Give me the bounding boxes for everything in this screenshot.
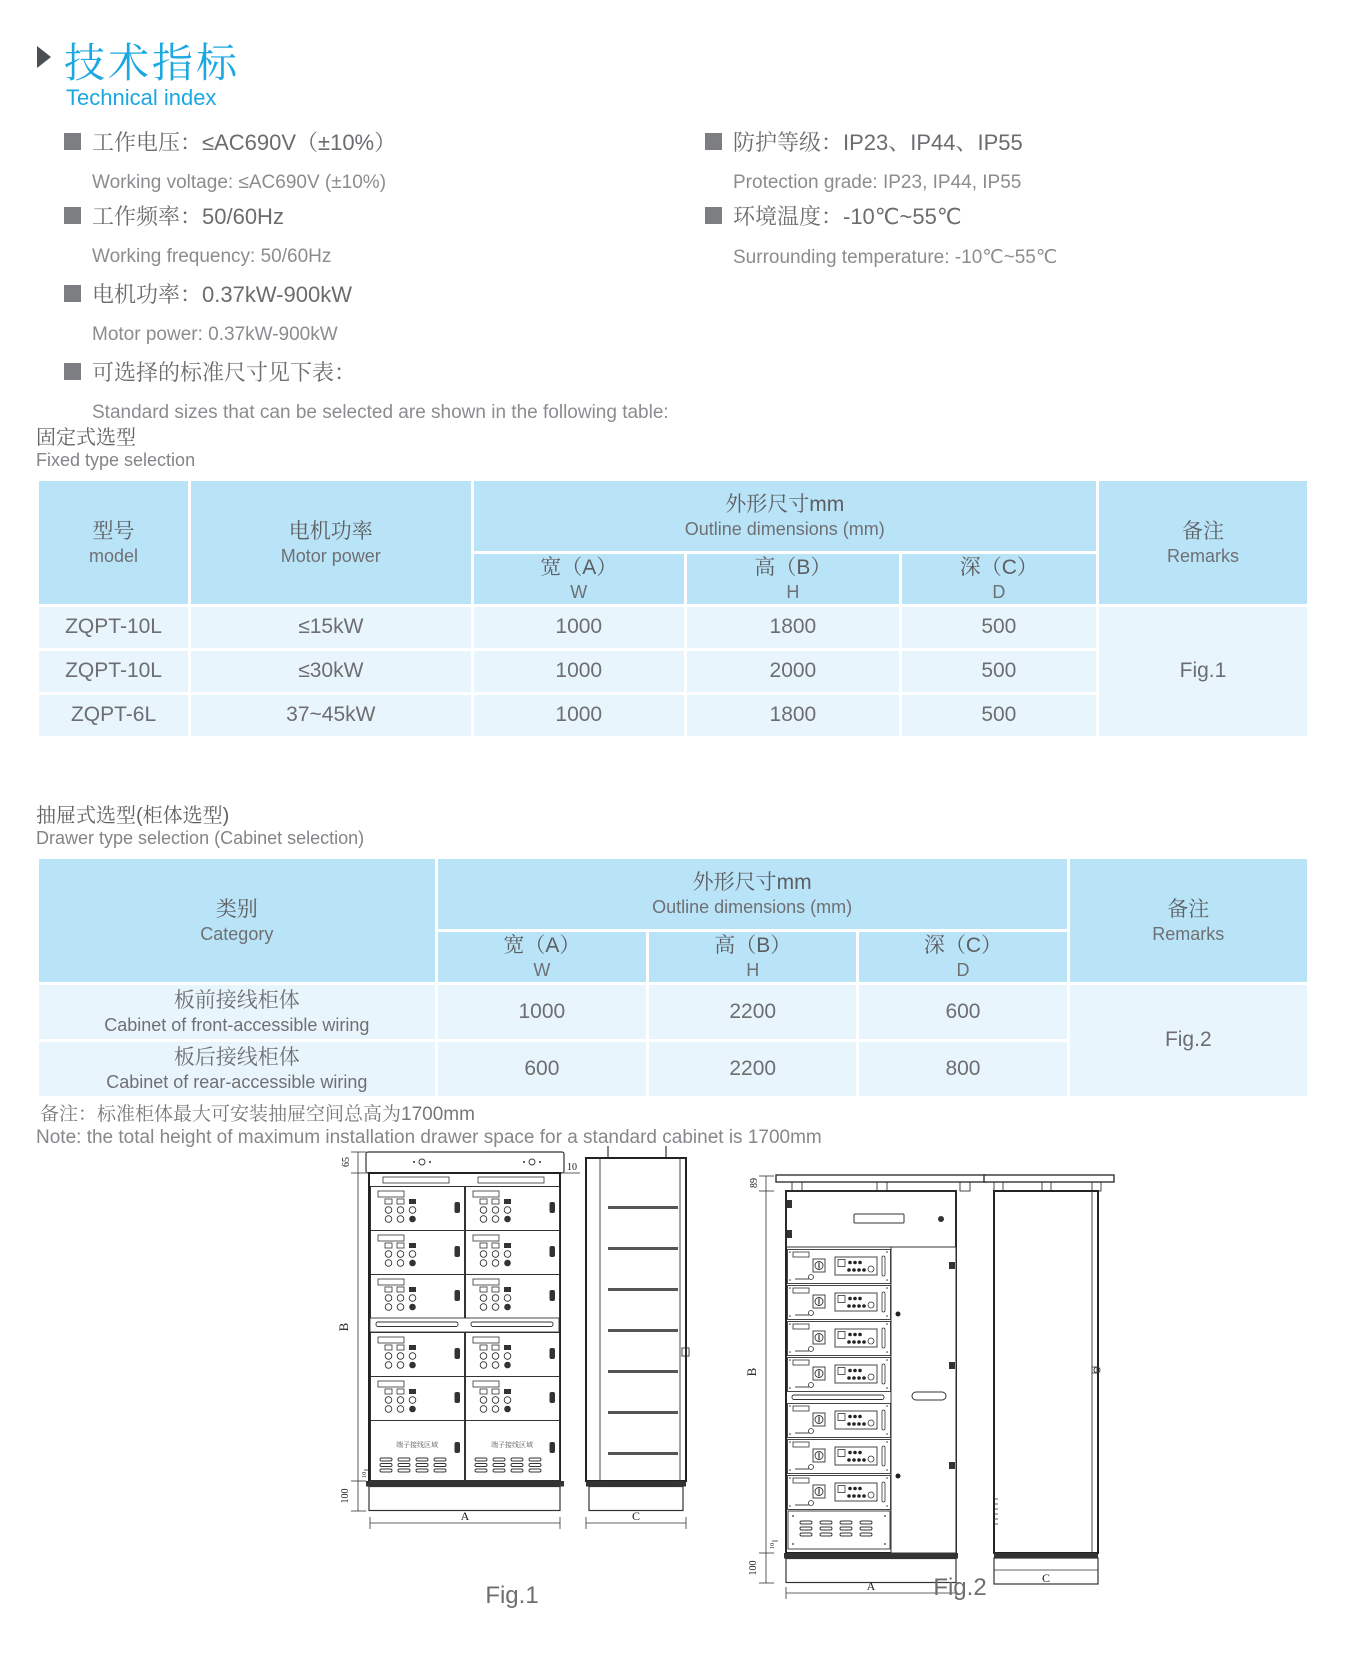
note-cn: 备注：标准柜体最大可安装抽屉空间总高为1700mm xyxy=(40,1104,475,1125)
t1-r2-h: 1800 xyxy=(687,695,899,736)
fixed-type-table xyxy=(36,478,1310,739)
t1-header-outline-cn: 外形尺寸mm xyxy=(725,493,845,517)
t1-header-model xyxy=(39,481,188,604)
t2-r0-category xyxy=(39,985,435,1039)
square-bullet-icon xyxy=(64,285,81,302)
fig1-dim-10-small: 10 xyxy=(361,1471,368,1479)
t2-r1-h: 2200 xyxy=(649,1042,856,1096)
t2-header-category-en: Category xyxy=(200,923,274,944)
spec-working-voltage xyxy=(64,126,684,194)
fig2-dim-100: 100 xyxy=(748,1560,759,1576)
t2-header-category xyxy=(39,859,435,982)
t1-r1-d: 500 xyxy=(902,651,1096,692)
t1-header-remarks-cn: 备注 xyxy=(1181,519,1224,543)
t1-header-model-cn: 型号 xyxy=(92,519,135,543)
t1-header-power-en: Motor power xyxy=(280,545,381,566)
t1-r0-model: ZQPT-10L xyxy=(39,607,188,648)
t2-r0-w: 1000 xyxy=(438,985,646,1039)
t2-header-depth-en: D xyxy=(956,960,970,981)
t1-header-power-cn: 电机功率 xyxy=(288,519,373,543)
spec-en-text: Surrounding temperature: -10℃~55℃ xyxy=(733,247,1058,268)
t1-header-remarks-en: Remarks xyxy=(1166,545,1239,566)
t2-header-width-en: W xyxy=(533,960,551,981)
square-bullet-icon xyxy=(705,207,722,224)
t2-header-remarks-cn: 备注 xyxy=(1167,897,1210,921)
t1-r1-model: ZQPT-10L xyxy=(39,651,188,692)
t2-header-depth-cn: 深（C） xyxy=(923,934,1003,957)
t1-r1-h: 2000 xyxy=(687,651,899,692)
spec-cn-line xyxy=(64,356,684,387)
fig1-side-view-drawing xyxy=(576,1142,698,1542)
square-bullet-icon xyxy=(705,133,722,150)
spec-cn-text: 环境温度：-10℃~55℃ xyxy=(733,204,962,229)
t1-r0-h: 1800 xyxy=(687,607,899,648)
spec-cn-line xyxy=(64,126,684,157)
spec-en-text: Working voltage: ≤AC690V (±10%) xyxy=(92,172,387,193)
t2-r0-d: 600 xyxy=(859,985,1066,1039)
fig1-terminal-area-label-right: 端子接线区域 xyxy=(491,1442,533,1449)
spec-cn-line xyxy=(705,126,1325,157)
spec-cn-text: 工作频率：50/60Hz xyxy=(92,204,284,229)
fig2-dim-10-small: 10 xyxy=(769,1542,776,1550)
t2-header-height-en: H xyxy=(746,960,760,981)
t2-r0-h: 2200 xyxy=(649,985,856,1039)
t2-r1-d: 800 xyxy=(859,1042,1066,1096)
section-drawer-en: Drawer type selection (Cabinet selection) xyxy=(36,828,365,848)
spec-cn-line xyxy=(705,200,1325,231)
fig1-dim-a: A xyxy=(460,1509,470,1523)
t2-header-outline-cn: 外形尺寸mm xyxy=(692,871,812,895)
drawer-type-table xyxy=(36,856,1310,1099)
t2-r1-w: 600 xyxy=(438,1042,646,1096)
t1-header-height-en: H xyxy=(786,582,800,603)
square-bullet-icon xyxy=(64,363,81,380)
fig2-dim-b: B xyxy=(744,1367,759,1377)
spec-cn-text: 可选择的标准尺寸见下表： xyxy=(92,360,357,385)
t2-header-depth xyxy=(859,932,1066,982)
fig1-dim-c: C xyxy=(631,1509,641,1523)
t2-header-outline xyxy=(438,859,1067,929)
t2-header-remarks-en: Remarks xyxy=(1152,923,1225,944)
t2-r1-category-en: Cabinet of rear-accessible wiring xyxy=(106,1072,368,1093)
t2-header-height xyxy=(649,932,856,982)
section-fixed-en: Fixed type selection xyxy=(36,450,196,470)
t1-header-width-en: W xyxy=(570,582,588,603)
square-bullet-icon xyxy=(64,133,81,150)
t1-r0-power: ≤15kW xyxy=(191,607,470,648)
page-title-cn: 技术指标 xyxy=(64,40,240,86)
spec-en-text: Standard sizes that can be selected are shown in the following table: xyxy=(92,402,669,423)
t1-header-height xyxy=(687,554,899,604)
fig1-terminal-area-label-left: 端子接线区域 xyxy=(396,1442,438,1449)
spec-motor-power xyxy=(64,278,684,346)
section-drawer-cn: 抽屉式选型(柜体选型) xyxy=(36,805,230,827)
fig1-dim-10-gap: 10 xyxy=(567,1162,577,1173)
t1-r1-w: 1000 xyxy=(474,651,685,692)
spec-cn-text: 工作电压：≤AC690V（±10%） xyxy=(92,130,397,155)
t2-r1-category-cn: 板后接线柜体 xyxy=(173,1045,300,1069)
fig1-dim-100: 100 xyxy=(340,1488,351,1504)
t2-r0-category-en: Cabinet of front-accessible wiring xyxy=(104,1015,370,1036)
spec-standard-sizes xyxy=(64,356,684,424)
fig2-dim-89: 89 xyxy=(749,1178,760,1188)
section-fixed-cn: 固定式选型 xyxy=(36,427,136,449)
t2-header-width xyxy=(438,932,646,982)
fig2-vent-panel xyxy=(788,1511,890,1549)
t1-r0-w: 1000 xyxy=(474,607,685,648)
fig2-dim-a: A xyxy=(866,1579,876,1593)
spec-en-text: Motor power: 0.37kW-900kW xyxy=(92,324,338,345)
spec-en-text: Protection grade: IP23, IP44, IP55 xyxy=(733,172,1022,193)
spec-cn-text: 防护等级：IP23、IP44、IP55 xyxy=(733,130,1023,155)
t1-header-model-en: model xyxy=(89,545,139,566)
t2-header-remarks xyxy=(1070,859,1307,982)
square-bullet-icon xyxy=(64,207,81,224)
t1-r2-model: ZQPT-6L xyxy=(39,695,188,736)
spec-protection-grade xyxy=(705,126,1325,194)
section-arrow-icon xyxy=(37,46,51,68)
t1-header-remarks xyxy=(1099,481,1307,604)
t1-header-outline-en: Outline dimensions (mm) xyxy=(684,519,885,540)
note-en: Note: the total height of maximum installation drawer space for a standard cabinet is 1700mm xyxy=(36,1127,822,1148)
fig2-side-view-drawing xyxy=(980,1104,1120,1604)
t1-remark: Fig.1 xyxy=(1099,607,1307,736)
t1-header-height-cn: 高（B） xyxy=(754,556,832,579)
fig1-front-view-drawing xyxy=(336,1142,584,1542)
spec-surrounding-temperature xyxy=(705,200,1325,269)
t1-header-power xyxy=(191,481,470,604)
t1-header-depth xyxy=(902,554,1096,604)
spec-cn-text: 电机功率：0.37kW-900kW xyxy=(92,282,352,307)
t2-remark: Fig.2 xyxy=(1070,985,1307,1096)
t2-header-width-cn: 宽（A） xyxy=(503,934,581,957)
fig1-terminal-row xyxy=(371,1421,560,1481)
t1-header-width xyxy=(474,554,685,604)
spec-en-text: Working frequency: 50/60Hz xyxy=(92,246,332,267)
t2-header-height-cn: 高（B） xyxy=(714,934,792,957)
t1-header-depth-cn: 深（C） xyxy=(959,556,1038,579)
table-row xyxy=(39,607,1307,648)
t2-header-category-cn: 类别 xyxy=(215,897,258,921)
t1-header-width-cn: 宽（A） xyxy=(540,556,618,579)
t1-header-depth-en: D xyxy=(992,582,1006,603)
fig2-dim-c: C xyxy=(1041,1571,1051,1585)
fig2-caption: Fig.2 xyxy=(933,1574,987,1601)
t1-header-outline xyxy=(474,481,1096,551)
fig1-dim-b: B xyxy=(336,1322,351,1332)
t1-r2-power: 37~45kW xyxy=(191,695,470,736)
t1-r2-d: 500 xyxy=(902,695,1096,736)
t1-r2-w: 1000 xyxy=(474,695,685,736)
t2-header-outline-en: Outline dimensions (mm) xyxy=(652,897,853,918)
fig1-dim-65: 65 xyxy=(341,1157,352,1167)
page-title-en: Technical index xyxy=(66,85,217,110)
t2-r0-category-cn: 板前接线柜体 xyxy=(173,988,300,1012)
table-row xyxy=(39,985,1307,1039)
spec-cn-line xyxy=(64,278,684,309)
fig1-caption: Fig.1 xyxy=(485,1582,539,1609)
t1-r0-d: 500 xyxy=(902,607,1096,648)
spec-cn-line xyxy=(64,200,684,231)
spec-working-frequency xyxy=(64,200,684,268)
t1-r1-power: ≤30kW xyxy=(191,651,470,692)
t2-r1-category xyxy=(39,1042,435,1096)
